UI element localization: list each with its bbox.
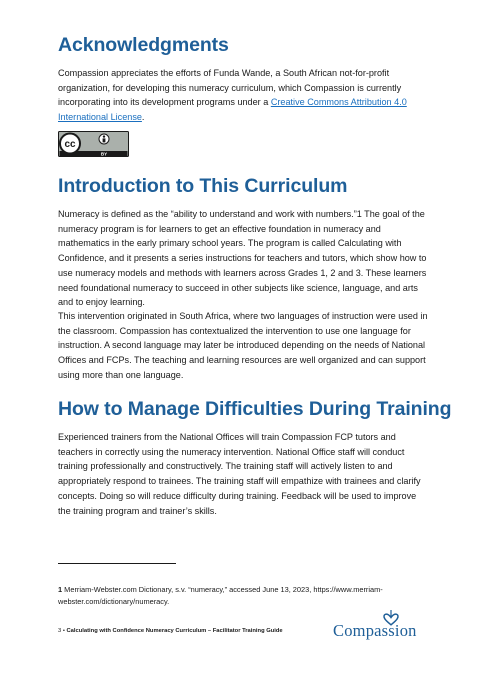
cc-by-license-icon [58,131,129,157]
footnote-text: Merriam-Webster.com Dictionary, s.v. “numeracy,” accessed June 13, 2023, https://www.merriam-webster.com/dictionary/numeracy. [58,585,383,606]
intro-text-before-note: Numeracy is defined as the “ability to understand and work with numbers.” [58,209,357,219]
introduction-heading: Introduction to This Curriculum [58,175,348,197]
page-footer [58,628,283,634]
footnote-reference: 1 [356,209,362,219]
footnote [58,584,430,607]
compassion-logo-icon [333,609,431,641]
footer-separator: • [61,628,67,634]
footnote-number: 1 [58,585,63,594]
footnote-divider [58,563,176,564]
acknowledgments-heading: Acknowledgments [58,34,229,56]
footer-doc-title: Calculating with Confidence Numeracy Curriculum [66,628,207,634]
by-text: BY [100,151,108,157]
difficulties-heading: How to Manage Difficulties During Training [58,398,452,420]
cc-text: cc [64,139,76,150]
acknowledgments-paragraph [58,66,430,125]
logo-text: Compassion [333,621,417,640]
difficulties-paragraph: Experienced trainers from the National Offices will train Compassion FCP tutors and teachers in correctly using the numeracy intervention. National Office staff will conduct training professionally and constructively. The training staff will actively listen to and appropriately respond to trainees. The training staff will empathize with trainees and clarify concepts. Doing so will reduce difficulty during training. Feedback will be used to improve the training program and trainer’s skills. [58,432,421,516]
introduction-paragraph-1 [58,207,430,310]
license-link[interactable]: Creative Commons Attribution 4.0 International License [58,97,407,123]
intro-text-after-note: The goal of the numeracy program is for learners to get an effective foundation in numeracy and mathematics in the early primary school years. The program is called Calculating with Confidence, and it presents a series instructions for teachers and tutors, which show how to use numeracy models and methods with learners across Grades 1, 2 and 3. These learners need foundational numeracy to succeed in other subjects like science, language, and arts and to enjoy learning. [58,209,427,308]
page-number: 3 [58,628,62,634]
footer-dash: – [206,628,213,634]
acknowledgments-end: . [141,112,145,123]
footer-doc-subtitle: Facilitator Training Guide [212,628,283,634]
acknowledgments-text: Compassion appreciates the efforts of Funda Wande, a South African not-for-profit organization, for developing this numeracy curriculum, which Compassion is currently incorporating into its development programs under a [58,68,402,108]
introduction-paragraph-2: This intervention originated in South Africa, where two languages of instruction were used in the classroom. Compassion has contextualized the intervention to use one language for instruction. A second language may later be introduced depending on the needs of National Offices and FCPs. The teaching and learning resources are well organized and can support using more than one language. [58,311,428,380]
